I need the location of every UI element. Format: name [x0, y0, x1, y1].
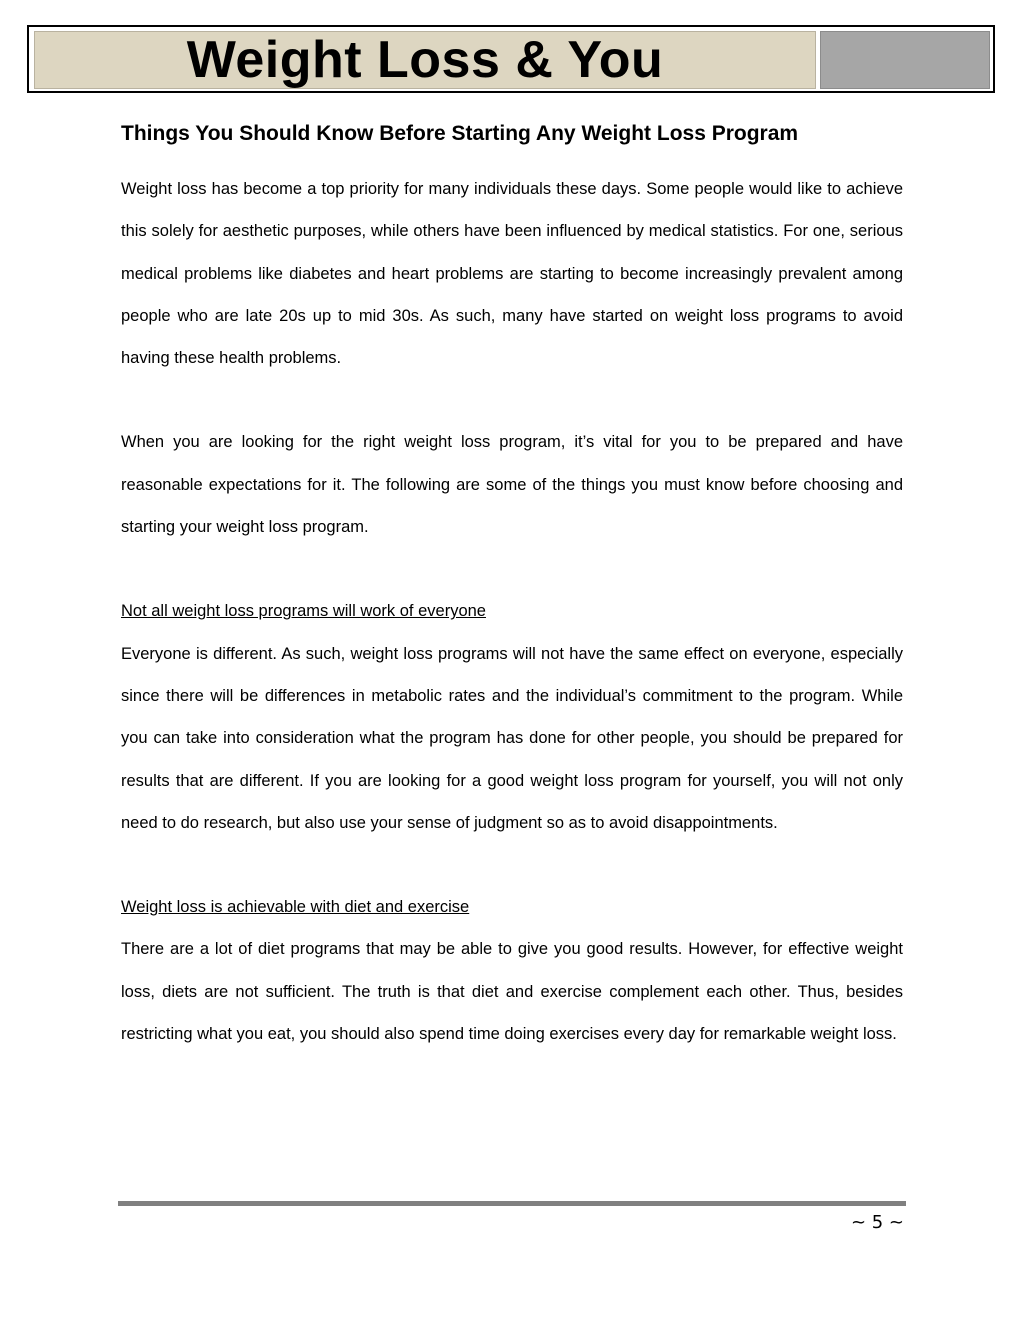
article-body [121, 118, 903, 1055]
intro-paragraph: When you are looking for the right weight loss program, it’s vital for you to be prepared and have reasonable expectations for it. The following are some of the things you must know before choosing and starting your weight loss program. [121, 433, 903, 537]
section-paragraph: Everyone is different. As such, weight loss programs will not have the same effect on everyone, especially since there will be differences in metabolic rates and the individual’s commitment to the program. While you can take into consideration what the program has done for other people, you should be prepared for results that are different. If you are looking for a good weight loss program for yourself, you will not only need to do research, but also use your sense of judgment so as to avoid disappointments. [121, 644, 903, 832]
section-paragraph: There are a lot of diet programs that may be able to give you good results. However, for effective weight loss, diets are not sufficient. The truth is that diet and exercise complement each other. Thus, besides restricting what you eat, you should also spend time doing exercises every day for remarkable weight loss. [121, 940, 903, 1044]
article-subtitle: Things You Should Know Before Starting Any Weight Loss Program [121, 122, 799, 145]
page-number: ~ 5 ~ [850, 1212, 904, 1233]
decorative-gray-block [820, 31, 990, 89]
footer-divider [118, 1201, 906, 1206]
intro-paragraph: Weight loss has become a top priority for many individuals these days. Some people would like to achieve this solely for aesthetic purposes, while others have been influenced by medical statistics. For one, serious medical problems like diabetes and heart problems are starting to become increasingly prevalent among people who are late 20s up to mid 30s. As such, many have started on weight loss programs to avoid having these health problems. [121, 180, 903, 368]
title-panel [34, 31, 816, 89]
section-heading: Weight loss is achievable with diet and exercise [121, 898, 470, 917]
section-heading: Not all weight loss programs will work of everyone [121, 602, 486, 621]
page-title: Weight Loss & You [186, 31, 664, 89]
header-banner [27, 25, 995, 93]
